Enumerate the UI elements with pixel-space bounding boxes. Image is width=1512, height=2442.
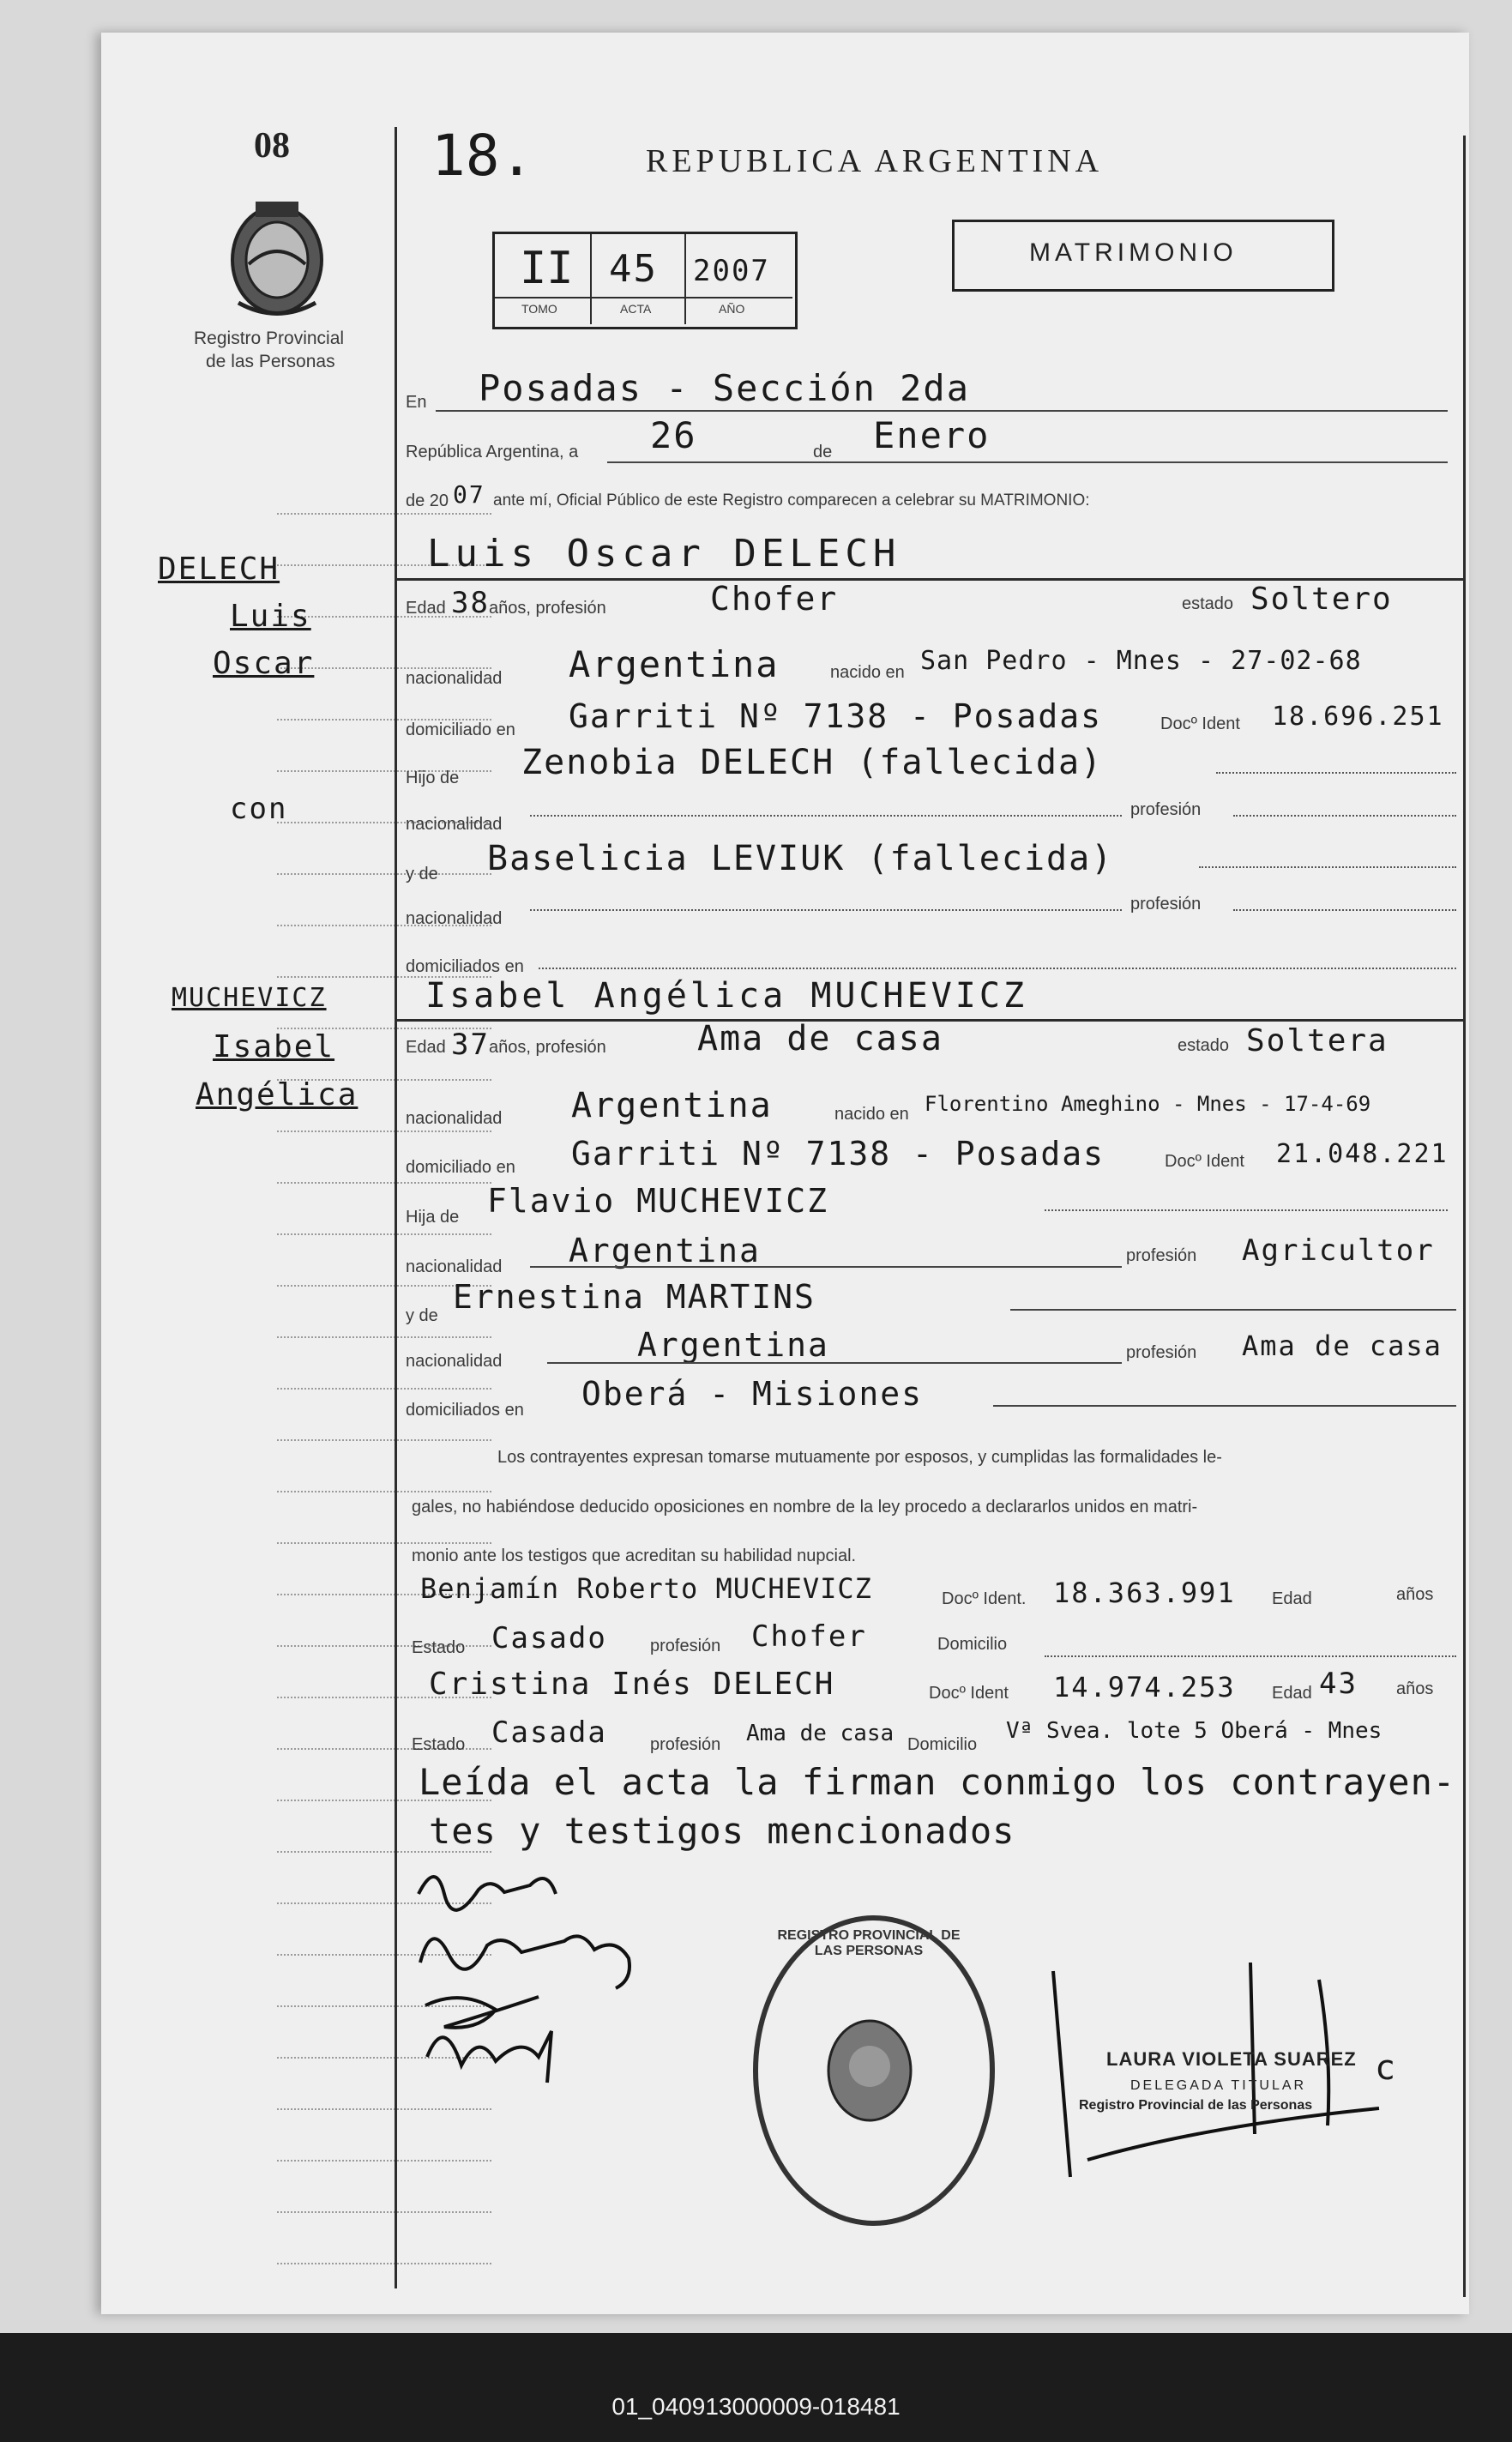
bride-full-name: Isabel Angélica MUCHEVICZ [425, 976, 1028, 1016]
de-label: de [813, 443, 833, 461]
margin-bride-surname: MUCHEVICZ [172, 983, 327, 1013]
bride-profession: Ama de casa [697, 1019, 943, 1058]
groom-profesion3-label: profesión [1130, 895, 1202, 913]
document-page [101, 33, 1469, 2314]
groom-anos-profesion-label: años, profesión [489, 599, 606, 618]
bride-nacionalidad-label: nacionalidad [406, 1109, 503, 1128]
signatures-contrayentes-testigos [410, 1860, 753, 2100]
groom-hijo-label: Hijo de [406, 769, 460, 787]
bride-estado-label: estado [1178, 1036, 1230, 1055]
witness2-address: Vª Svea. lote 5 Oberá - Mnes [1006, 1718, 1382, 1744]
groom-profession: Chofer [710, 580, 839, 618]
handwritten-act-number: 18. [431, 123, 534, 189]
en-label: En [406, 393, 427, 412]
groom-domiciliados-label: domiciliados en [406, 957, 524, 976]
closing-line2: tes y testigos mencionados [429, 1810, 1015, 1852]
groom-nacionalidad2-label: nacionalidad [406, 815, 503, 834]
declaration-line2: gales, no habiéndose deducido oposiciones en nombre de la ley procedo a declararlos unidos en matri- [412, 1498, 1198, 1516]
year-prefix: de 20 [406, 491, 449, 510]
page-number: 08 [254, 126, 290, 166]
groom-nacionalidad-label: nacionalidad [406, 669, 503, 688]
coat-of-arms-icon [221, 191, 333, 320]
witness2-age: 43 [1319, 1667, 1358, 1701]
anio-value: 2007 [693, 254, 770, 288]
witness2-domicilio-label: Domicilio [907, 1735, 978, 1754]
official-title: DELEGADA TITULAR [1130, 2078, 1307, 2093]
groom-profesion2-label: profesión [1130, 800, 1202, 819]
groom-edad-label: Edad [406, 599, 446, 618]
witness2-estado: Casada [491, 1715, 607, 1750]
bride-domicilio-label: domiciliado en [406, 1158, 515, 1177]
right-column-rule [1463, 136, 1466, 2297]
bride-nacionalidad2-label: nacionalidad [406, 1257, 503, 1276]
witness2-edad-label: Edad [1272, 1684, 1312, 1703]
witness1-estado-label: Estado [412, 1638, 466, 1657]
groom-nacido-label: nacido en [830, 663, 905, 682]
witness2-profession: Ama de casa [746, 1721, 895, 1746]
closing-line1: Leída el acta la firman conmigo los contrayen- [419, 1761, 1456, 1803]
official-seal [753, 1915, 995, 2226]
act-type-label: MATRIMONIO [1029, 238, 1238, 267]
bride-mother-nationality: Argentina [637, 1326, 829, 1364]
year-suffix: 07 [453, 480, 485, 509]
bride-nationality: Argentina [571, 1086, 773, 1125]
witness2-estado-label: Estado [412, 1735, 466, 1754]
bride-doc: 21.048.221 [1276, 1139, 1449, 1169]
margin-con: con [230, 792, 288, 826]
groom-address: Garriti Nº 7138 - Posadas [569, 697, 1102, 735]
bride-parents-address: Oberá - Misiones [581, 1375, 924, 1413]
month-value: Enero [873, 414, 991, 456]
groom-father: Zenobia DELECH (fallecida) [521, 743, 1104, 782]
bride-nacido-label: nacido en [834, 1105, 909, 1124]
groom-age: 38 [451, 586, 490, 620]
bride-birthplace: Florentino Ameghino - Mnes - 17-4-69 [925, 1092, 1371, 1116]
groom-yde-label: y de [406, 865, 438, 883]
bride-doc-label: Docº Ident [1165, 1152, 1244, 1171]
witness1-name: Benjamín Roberto MUCHEVICZ [420, 1572, 872, 1605]
groom-mother: Baselicia LEVIUK (fallecida) [487, 839, 1114, 878]
groom-nacionalidad3-label: nacionalidad [406, 909, 503, 928]
bride-yde-label: y de [406, 1306, 438, 1325]
bride-domiciliados-label: domiciliados en [406, 1401, 524, 1420]
bride-hija-label: Hija de [406, 1208, 460, 1227]
tomo-value: II [520, 243, 574, 294]
bride-profesion2-label: profesión [1126, 1246, 1197, 1265]
witness1-doc-label: Docº Ident. [942, 1589, 1027, 1608]
official-registry: Registro Provincial de las Personas [1079, 2098, 1313, 2113]
margin-bride-name-1: Isabel [213, 1029, 335, 1064]
witness2-name: Cristina Inés DELECH [429, 1667, 835, 1702]
bride-anos-profesion-label: años, profesión [489, 1038, 606, 1057]
bride-father-nationality: Argentina [569, 1232, 761, 1269]
declaration-line1: Los contrayentes expresan tomarse mutuamente por esposos, y cumplidas las formalidades le- [497, 1448, 1222, 1467]
witness2-doc: 14.974.253 [1053, 1671, 1236, 1703]
margin-groom-surname: DELECH [158, 552, 280, 587]
file-identifier: 01_040913000009-018481 [611, 2393, 901, 2420]
groom-full-name: Luis Oscar DELECH [427, 532, 901, 576]
registry-name-line1: Registro Provincial [194, 329, 345, 348]
republica-label: República Argentina, a [406, 443, 579, 461]
witness1-domicilio-label: Domicilio [937, 1635, 1008, 1654]
country-title: REPUBLICA ARGENTINA [646, 143, 1104, 179]
intro-sentence: ante mí, Oficial Público de este Registro comparecen a celebrar su MATRIMONIO: [493, 491, 1090, 510]
margin-groom-name-1: Luis [230, 599, 311, 634]
bride-mother-profession: Ama de casa [1242, 1330, 1443, 1362]
witness1-edad-label: Edad [1272, 1589, 1312, 1608]
anio-label: AÑO [719, 302, 745, 316]
margin-groom-name-2: Oscar [213, 646, 315, 681]
witness2-profesion-label: profesión [650, 1735, 721, 1754]
bride-mother: Ernestina MARTINS [453, 1278, 816, 1316]
bride-address: Garriti Nº 7138 - Posadas [571, 1135, 1105, 1173]
witness1-doc: 18.363.991 [1053, 1577, 1236, 1609]
acta-label: ACTA [620, 302, 652, 316]
groom-domicilio-label: domiciliado en [406, 721, 515, 739]
seal-emblem-icon [818, 2015, 921, 2126]
declaration-line3: monio ante los testigos que acreditan su habilidad nupcial. [412, 1547, 857, 1565]
tomo-label: TOMO [521, 302, 557, 316]
groom-nationality: Argentina [569, 643, 780, 685]
witness1-anos-label: años [1396, 1585, 1434, 1604]
bride-father-profession: Agricultor [1242, 1233, 1435, 1268]
day-value: 26 [650, 414, 697, 456]
place-value: Posadas - Sección 2da [479, 367, 971, 409]
bride-profesion3-label: profesión [1126, 1343, 1197, 1362]
groom-doc-label: Docº Ident [1160, 715, 1240, 733]
groom-doc: 18.696.251 [1272, 702, 1444, 732]
groom-birthplace: San Pedro - Mnes - 27-02-68 [920, 646, 1362, 676]
left-column-rule [395, 127, 397, 2288]
bride-age: 37 [451, 1028, 490, 1062]
bride-edad-label: Edad [406, 1038, 446, 1057]
seal-text: REGISTRO PROVINCIAL DE LAS PERSONAS [777, 1928, 961, 1958]
witness1-estado: Casado [491, 1621, 607, 1655]
registry-name-line2: de las Personas [206, 352, 335, 371]
witness2-doc-label: Docº Ident [929, 1684, 1009, 1703]
groom-estado: Soltero [1250, 582, 1393, 617]
bride-nacionalidad3-label: nacionalidad [406, 1352, 503, 1371]
witness1-profession: Chofer [751, 1619, 867, 1654]
witness1-profesion-label: profesión [650, 1637, 721, 1655]
groom-estado-label: estado [1182, 594, 1234, 613]
bride-father: Flavio MUCHEVICZ [487, 1182, 829, 1220]
bride-estado: Soltera [1246, 1023, 1389, 1058]
margin-bride-name-2: Angélica [196, 1077, 358, 1112]
witness2-anos-label: años [1396, 1679, 1434, 1698]
acta-value: 45 [609, 247, 658, 291]
right-margin-mark: c [1375, 2048, 1398, 2088]
official-name: LAURA VIOLETA SUAREZ [1106, 2048, 1357, 2070]
